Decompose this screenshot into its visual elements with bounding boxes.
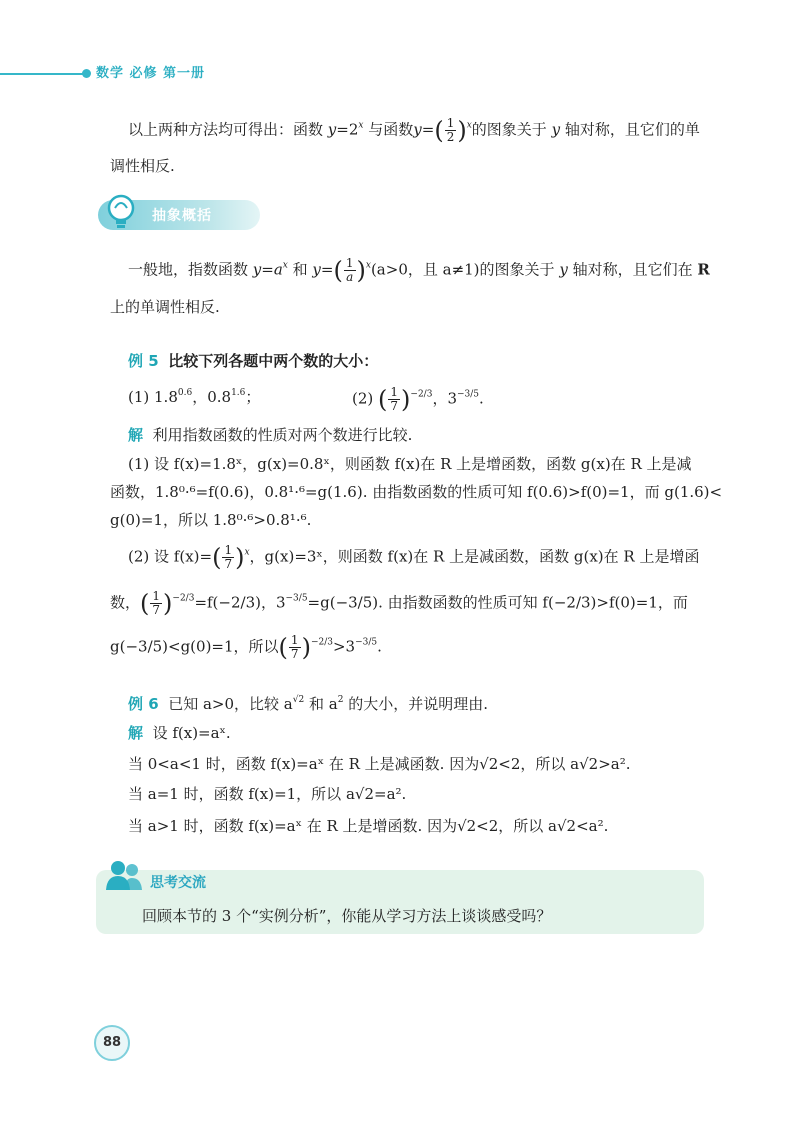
think-discuss-title: 思考交流 — [150, 875, 206, 891]
fraction: $\frac{1}{7}$ — [224, 543, 233, 571]
abstract-line-1: 一般地，指数函数 $y=a^x$ 和 y=( $\frac{1}{a}$ )$^x$(a>0，且 a≠1)的图象关于 y 轴对称，且它们在 R — [128, 256, 710, 285]
example-label: 例 6 — [128, 695, 159, 713]
abstract-badge-label: 抽象概括 — [152, 208, 212, 224]
example-5-part-1: (1) $1.8^{0.6}$，$0.8^{1.6}$； — [128, 388, 261, 406]
solution-2-line-1: (2) 设 f(x)=( $\frac{1}{7}$ )$^x$，g(x)=3ˣ，则函数 f(x)在 R 上是减函数，函数 g(x)在 R 上是增函 — [128, 543, 700, 572]
fraction: $\frac{1}{7}$ — [390, 385, 399, 413]
book-title: 数学 必修 第一册 — [96, 66, 206, 81]
think-discuss-question: 回顾本节的 3 个“实例分析”，你能从学习方法上谈谈感受吗？ — [142, 907, 552, 925]
example-6-solution: 解 设 f(x)=aˣ. — [128, 724, 231, 742]
fraction: $\frac{1}{7}$ — [152, 589, 161, 617]
example-6-case-1: 当 0<a<1 时，函数 f(x)=aˣ 在 R 上是减函数. 因为√2<2，所以 a√2>a². — [128, 755, 631, 773]
example-6-case-2: 当 a=1 时，函数 f(x)=1，所以 a√2=a². — [128, 785, 407, 803]
example-6-heading: 例 6 已知 a>0，比较 $a^{√2}$ 和 $a^2$ 的大小，并说明理由. — [128, 695, 488, 713]
solution-2-line-2: 数，( $\frac{1}{7}$ )$^{-2/3}$=f(−2/3)，$3^{-3/5}=g(-3/5)$. 由指数函数的性质可知 f(−2/3)>f(0)=1，而 — [110, 589, 688, 618]
solution-1-line-3: g(0)=1，所以 1.8⁰·⁶>0.8¹·⁶. — [110, 511, 312, 529]
page-number: 88 — [94, 1025, 130, 1061]
example-5-part-2: (2) ( $\frac{1}{7}$ )$^{-2/3}$，$3^{-3/5}$. — [352, 385, 484, 414]
intro-line-2: 调性相反. — [110, 157, 175, 175]
fraction: $\frac{1}{2}$ — [446, 116, 455, 144]
example-label: 例 5 — [128, 352, 159, 370]
example-5-solution: 解 利用指数函数的性质对两个数进行比较. — [128, 426, 413, 444]
intro-line-1: 以上两种方法均可得出：函数 $y=2^x$ 与函数y=( $\frac{1}{2}$ )$^x$的图象关于 y 轴对称，且它们的单 — [128, 116, 700, 145]
solution-1-line-2: 函数，1.8⁰·⁶=f(0.6)，0.8¹·⁶=g(1.6). 由指数函数的性质可知 f(0.6)>f(0)=1，而 g(1.6)< — [110, 483, 723, 501]
solution-1-line-1: (1) 设 f(x)=1.8ˣ，g(x)=0.8ˣ，则函数 f(x)在 R 上是增函数，函数 g(x)在 R 上是减 — [128, 455, 692, 473]
example-6-case-3: 当 a>1 时，函数 f(x)=aˣ 在 R 上是增函数. 因为√2<2，所以 a√2<a². — [128, 817, 609, 835]
header-rule — [0, 73, 84, 75]
header-dot — [82, 69, 91, 78]
fraction: $\frac{1}{a}$ — [345, 256, 354, 284]
example-5-heading: 例 5 比较下列各题中两个数的大小： — [128, 352, 379, 370]
solution-2-line-3: g(−3/5)<g(0)=1，所以( $\frac{1}{7}$ )$^{-2/3}>3^{-3/5}$. — [110, 633, 382, 662]
fraction: $\frac{1}{7}$ — [290, 633, 299, 661]
lightbulb-icon — [104, 193, 138, 231]
people-icon — [104, 858, 144, 892]
abstract-line-2: 上的单调性相反. — [110, 298, 220, 316]
